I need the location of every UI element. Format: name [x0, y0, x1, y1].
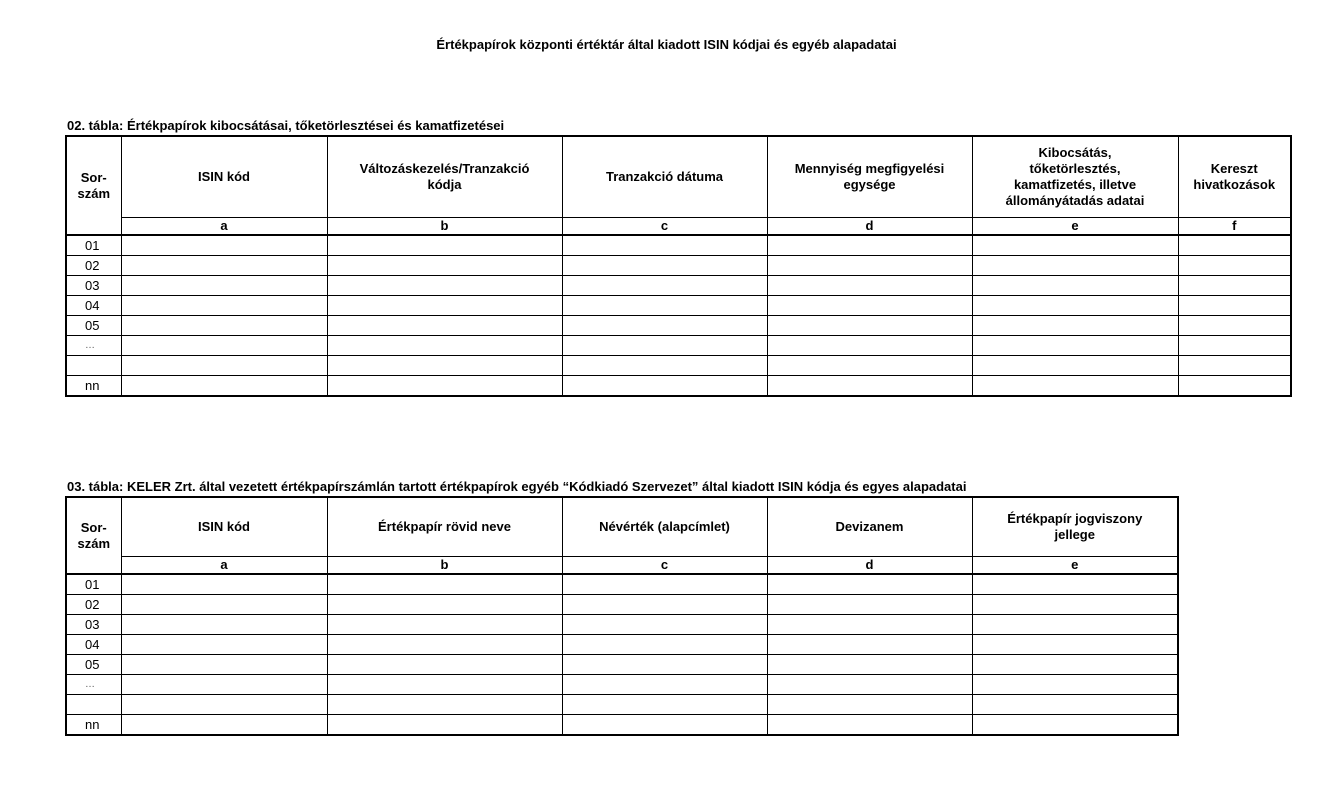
table-cell[interactable] [972, 235, 1178, 256]
table-cell[interactable] [972, 574, 1178, 595]
table-row [66, 336, 1291, 356]
table-row [66, 316, 1291, 336]
row-number [66, 695, 121, 715]
column-header-line: Mennyiség megfigyelési [794, 160, 945, 176]
table-cell[interactable] [562, 574, 767, 595]
table-cell[interactable] [121, 695, 327, 715]
table-cell[interactable] [1178, 256, 1291, 276]
table-cell[interactable] [1178, 316, 1291, 336]
column-letter-row [66, 556, 1178, 574]
table-cell[interactable] [767, 296, 972, 316]
table-cell[interactable] [767, 695, 972, 715]
table-02-caption: 02. tábla: Értékpapírok kibocsátásai, tőketörlesztései és kamatfizetései [67, 118, 505, 133]
table-cell[interactable] [972, 635, 1178, 655]
column-header [121, 497, 327, 556]
column-letter: d [767, 217, 972, 235]
table-cell[interactable] [562, 256, 767, 276]
column-letter: e [972, 556, 1178, 574]
table-cell[interactable] [972, 655, 1178, 675]
row-number: … [66, 675, 121, 695]
table-cell[interactable] [121, 276, 327, 296]
table-cell[interactable] [562, 235, 767, 256]
table-cell[interactable] [562, 296, 767, 316]
table-cell[interactable] [767, 356, 972, 376]
table-cell[interactable] [972, 316, 1178, 336]
header-row [66, 497, 1178, 556]
column-header [767, 497, 972, 556]
row-number: 02 [66, 595, 121, 615]
table-row [66, 296, 1291, 316]
row-number: 05 [66, 316, 121, 336]
header-row [66, 136, 1291, 217]
table-cell[interactable] [121, 615, 327, 635]
table-cell[interactable] [562, 376, 767, 397]
table-cell[interactable] [972, 336, 1178, 356]
column-header [562, 136, 767, 217]
column-header-line: Kereszt [1210, 160, 1258, 176]
table-cell[interactable] [121, 635, 327, 655]
column-header [972, 497, 1178, 556]
column-header-line: egysége [843, 176, 896, 192]
column-header-line: kamatfizetés, illetve [1013, 176, 1137, 192]
column-letter: a [121, 556, 327, 574]
table-cell[interactable] [1178, 376, 1291, 397]
table-row [66, 655, 1178, 675]
table-cell[interactable] [1178, 356, 1291, 376]
table-cell[interactable] [972, 256, 1178, 276]
table-cell[interactable] [767, 715, 972, 736]
table-row [66, 715, 1178, 736]
table-cell[interactable] [121, 356, 327, 376]
column-letter: c [562, 217, 767, 235]
table-cell[interactable] [562, 356, 767, 376]
column-header-line: tőketörlesztés, [1029, 160, 1121, 176]
row-number: nn [66, 715, 121, 736]
row-number: 03 [66, 276, 121, 296]
table-row [66, 235, 1291, 256]
row-number-header-line: szám [77, 185, 111, 201]
table-cell[interactable] [562, 336, 767, 356]
column-header [327, 136, 562, 217]
table-cell[interactable] [121, 715, 327, 736]
table-cell[interactable] [327, 675, 562, 695]
column-letter: e [972, 217, 1178, 235]
column-header-line: hivatkozások [1193, 176, 1276, 192]
column-header-line: állományátadás adatai [1005, 192, 1145, 208]
table-cell[interactable] [327, 296, 562, 316]
column-header-line: ISIN kód [197, 518, 250, 534]
table-cell[interactable] [972, 296, 1178, 316]
table-cell[interactable] [972, 695, 1178, 715]
table-cell[interactable] [767, 615, 972, 635]
table-cell[interactable] [562, 635, 767, 655]
table-row [66, 276, 1291, 296]
column-header [327, 497, 562, 556]
table-cell[interactable] [327, 336, 562, 356]
row-number: 04 [66, 635, 121, 655]
table-cell[interactable] [327, 635, 562, 655]
table-cell[interactable] [121, 235, 327, 256]
table-cell[interactable] [767, 235, 972, 256]
table-cell[interactable] [767, 675, 972, 695]
table-02 [65, 135, 1292, 397]
table-cell[interactable] [767, 316, 972, 336]
table-cell[interactable] [121, 256, 327, 276]
table-cell[interactable] [972, 276, 1178, 296]
table-cell[interactable] [327, 715, 562, 736]
table-cell[interactable] [562, 595, 767, 615]
table-cell[interactable] [327, 276, 562, 296]
row-number-header-line: szám [77, 535, 111, 551]
row-number: 03 [66, 615, 121, 635]
table-cell[interactable] [1178, 296, 1291, 316]
table-cell[interactable] [972, 595, 1178, 615]
column-letter-row [66, 217, 1291, 235]
table-cell[interactable] [327, 615, 562, 635]
table-row [66, 376, 1291, 397]
table-cell[interactable] [327, 356, 562, 376]
column-header [972, 136, 1178, 217]
table-cell[interactable] [327, 256, 562, 276]
table-row [66, 615, 1178, 635]
row-number-header [66, 136, 121, 235]
table-cell[interactable] [972, 675, 1178, 695]
table-cell[interactable] [327, 595, 562, 615]
row-number: … [66, 336, 121, 356]
table-cell[interactable] [121, 574, 327, 595]
table-cell[interactable] [767, 635, 972, 655]
table-cell[interactable] [972, 376, 1178, 397]
table-03 [65, 496, 1179, 736]
column-header-line: Változáskezelés/Tranzakció [359, 160, 530, 176]
table-cell[interactable] [327, 695, 562, 715]
table-cell[interactable] [327, 376, 562, 397]
table-cell[interactable] [327, 574, 562, 595]
table-row [66, 675, 1178, 695]
row-number: 01 [66, 574, 121, 595]
table-row [66, 356, 1291, 376]
column-header-line: kódja [427, 176, 462, 192]
table-cell[interactable] [327, 655, 562, 675]
table-cell[interactable] [767, 336, 972, 356]
column-header-line: Tranzakció dátuma [605, 168, 724, 184]
table-cell[interactable] [767, 574, 972, 595]
column-letter: c [562, 556, 767, 574]
column-header [121, 136, 327, 217]
column-header-line: Értékpapír rövid neve [378, 518, 511, 534]
table-cell[interactable] [562, 615, 767, 635]
table-cell[interactable] [1178, 336, 1291, 356]
table-cell[interactable] [767, 595, 972, 615]
table-cell[interactable] [767, 256, 972, 276]
column-letter: a [121, 217, 327, 235]
row-number [66, 356, 121, 376]
table-cell[interactable] [767, 655, 972, 675]
column-header-line: jellege [1054, 526, 1095, 542]
table-row [66, 695, 1178, 715]
table-cell[interactable] [1178, 235, 1291, 256]
table-cell[interactable] [972, 715, 1178, 736]
table-cell[interactable] [121, 296, 327, 316]
table-cell[interactable] [562, 316, 767, 336]
column-letter: b [327, 556, 562, 574]
table-cell[interactable] [121, 336, 327, 356]
table-cell[interactable] [121, 675, 327, 695]
row-number: 05 [66, 655, 121, 675]
table-cell[interactable] [121, 316, 327, 336]
table-03-caption: 03. tábla: KELER Zrt. által vezetett értékpapírszámlán tartott értékpapírok egyéb “Kódkiadó Szervezet” által kiadott ISIN kódja és egyes alapadatai [67, 479, 967, 494]
column-letter: b [327, 217, 562, 235]
table-row [66, 574, 1178, 595]
row-number-header-line: Sor- [80, 169, 107, 185]
row-number: 02 [66, 256, 121, 276]
table-row [66, 595, 1178, 615]
column-header [767, 136, 972, 217]
table-cell[interactable] [121, 655, 327, 675]
column-header [1178, 136, 1291, 217]
table-cell[interactable] [1178, 276, 1291, 296]
table-cell[interactable] [767, 376, 972, 397]
table-cell[interactable] [562, 655, 767, 675]
table-row [66, 635, 1178, 655]
document-title: Értékpapírok központi értéktár által kiadott ISIN kódjai és egyéb alapadatai [436, 37, 897, 52]
row-number: 01 [66, 235, 121, 256]
table-cell[interactable] [972, 356, 1178, 376]
column-header-line: ISIN kód [197, 168, 250, 184]
row-number-header-line: Sor- [80, 519, 107, 535]
row-number-header [66, 497, 121, 574]
table-cell[interactable] [562, 675, 767, 695]
column-header-line: Devizanem [835, 518, 904, 534]
column-letter: d [767, 556, 972, 574]
table-cell[interactable] [562, 276, 767, 296]
column-header-line: Névérték (alapcímlet) [599, 518, 730, 534]
column-header-line: Kibocsátás, [1038, 144, 1112, 160]
table-cell[interactable] [121, 595, 327, 615]
table-cell[interactable] [121, 376, 327, 397]
column-header-line: Értékpapír jogviszony [1007, 510, 1143, 526]
table-cell[interactable] [562, 695, 767, 715]
table-cell[interactable] [327, 316, 562, 336]
row-number: nn [66, 376, 121, 397]
column-header [562, 497, 767, 556]
table-cell[interactable] [767, 276, 972, 296]
table-cell[interactable] [327, 235, 562, 256]
column-letter: f [1178, 217, 1291, 235]
row-number: 04 [66, 296, 121, 316]
table-cell[interactable] [562, 715, 767, 736]
table-cell[interactable] [972, 615, 1178, 635]
table-row [66, 256, 1291, 276]
